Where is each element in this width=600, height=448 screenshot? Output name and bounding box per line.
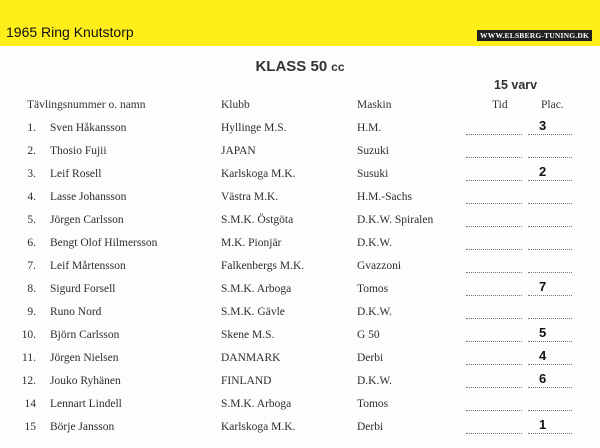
place-number: 6 (539, 371, 547, 386)
place-blank (528, 157, 572, 158)
entry-number: 3. (27, 168, 36, 180)
entry-number: 1. (27, 122, 36, 134)
table-row (0, 237, 600, 259)
entry-number: 8. (27, 283, 36, 295)
place-blank (528, 272, 572, 273)
club-name: M.K. Pionjär (221, 237, 282, 249)
club-name: Falkenbergs M.K. (221, 260, 305, 272)
header-club: Klubb (221, 99, 250, 111)
machine-name: D.K.W. (357, 306, 393, 318)
table-row (0, 398, 600, 420)
place-number: 5 (539, 325, 547, 340)
entry-number: 2. (27, 145, 36, 157)
rider-name: Leif Rosell (50, 168, 102, 180)
header-name: Tävlingsnummer o. namn (27, 99, 146, 111)
place-blank (528, 226, 572, 227)
entry-number: 12. (21, 375, 36, 387)
club-name: JAPAN (221, 145, 256, 157)
club-name: Karlskoga M.K. (221, 168, 296, 180)
machine-name: D.K.W. Spiralen (357, 214, 434, 226)
place-blank (528, 249, 572, 250)
time-blank (466, 341, 522, 342)
header-banner (0, 0, 600, 46)
club-name: Skene M.S. (221, 329, 275, 341)
place-blank (528, 203, 572, 204)
table-row (0, 260, 600, 282)
machine-name: Tomos (357, 283, 389, 295)
entry-number: 14 (24, 398, 36, 410)
laps-label: 15 varv (494, 78, 538, 92)
class-heading (0, 58, 600, 75)
entry-number: 11. (22, 352, 36, 364)
rider-name: Runo Nord (50, 306, 102, 318)
club-name: S.M.K. Arboga (221, 283, 292, 295)
header-machine: Maskin (357, 99, 392, 111)
time-blank (466, 226, 522, 227)
table-row (0, 371, 600, 397)
place-blank (528, 318, 572, 319)
machine-name: Tomos (357, 398, 389, 410)
table-row (0, 417, 600, 443)
time-blank (466, 295, 522, 296)
time-blank (466, 364, 522, 365)
place-number: 3 (539, 118, 547, 133)
machine-name: D.K.W. (357, 237, 393, 249)
rider-name: Börje Jansson (50, 421, 115, 433)
time-blank (466, 433, 522, 434)
rider-name: Sven Håkansson (50, 122, 127, 134)
table-row (0, 145, 600, 167)
table-row (0, 279, 600, 305)
time-blank (466, 249, 522, 250)
place-blank (528, 433, 572, 434)
class-unit: cc (331, 60, 345, 74)
machine-name: H.M.-Sachs (357, 191, 412, 203)
club-name: Karlskoga M.K. (221, 421, 296, 433)
header-time: Tid (492, 99, 508, 111)
rider-name: Sigurd Forsell (50, 283, 116, 295)
entry-number: 15 (24, 421, 36, 433)
table-row (0, 214, 600, 236)
rider-name: Leif Mårtensson (50, 260, 126, 272)
rider-name: Björn Carlsson (50, 329, 120, 341)
rider-name: Thosio Fujii (50, 145, 107, 157)
machine-name: Susuki (357, 168, 389, 180)
place-blank (528, 295, 572, 296)
entry-number: 5. (27, 214, 36, 226)
club-name: S.M.K. Gävle (221, 306, 285, 318)
entry-number: 6. (27, 237, 36, 249)
time-blank (466, 203, 522, 204)
entry-number: 9. (27, 306, 36, 318)
table-row (0, 348, 600, 374)
machine-name: Derbi (357, 352, 384, 364)
table-row (0, 191, 600, 213)
time-blank (466, 318, 522, 319)
header-place: Plac. (541, 99, 564, 111)
rider-name: Jörgen Nielsen (50, 352, 119, 364)
rider-name: Jörgen Carlsson (50, 214, 124, 226)
place-number: 4 (539, 348, 547, 363)
time-blank (466, 134, 522, 135)
place-blank (528, 410, 572, 411)
place-number: 1 (539, 417, 547, 432)
club-name: DANMARK (221, 352, 281, 364)
table-row (0, 306, 600, 328)
time-blank (466, 410, 522, 411)
class-title: KLASS 50 (255, 58, 328, 75)
club-name: S.M.K. Östgöta (221, 214, 294, 226)
machine-name: Derbi (357, 421, 384, 433)
rider-name: Lasse Johansson (50, 191, 127, 203)
place-blank (528, 180, 572, 181)
table-row (0, 164, 600, 190)
time-blank (466, 272, 522, 273)
time-blank (466, 387, 522, 388)
place-number: 2 (539, 164, 547, 179)
place-blank (528, 341, 572, 342)
club-name: Hyllinge M.S. (221, 122, 287, 134)
place-blank (528, 134, 572, 135)
time-blank (466, 180, 522, 181)
table-row (0, 325, 600, 351)
event-title: 1965 Ring Knutstorp (6, 24, 134, 40)
machine-name: Suzuki (357, 145, 389, 157)
entry-number: 4. (27, 191, 36, 203)
place-blank (528, 387, 572, 388)
time-blank (466, 157, 522, 158)
rider-name: Lennart Lindell (50, 398, 122, 410)
rider-name: Jouko Ryhänen (50, 375, 121, 387)
table-row (0, 118, 600, 144)
club-name: Västra M.K. (221, 191, 279, 203)
machine-name: Gvazzoni (357, 260, 402, 272)
website-label: WWW.ELSBERG-TUNING.DK (477, 30, 592, 41)
entry-number: 7. (27, 260, 36, 272)
machine-name: H.M. (357, 122, 382, 134)
club-name: S.M.K. Arboga (221, 398, 292, 410)
machine-name: G 50 (357, 329, 380, 341)
club-name: FINLAND (221, 375, 272, 387)
entry-number: 10. (21, 329, 36, 341)
machine-name: D.K.W. (357, 375, 393, 387)
rider-name: Bengt Olof Hilmersson (50, 237, 158, 249)
place-number: 7 (539, 279, 547, 294)
place-blank (528, 364, 572, 365)
